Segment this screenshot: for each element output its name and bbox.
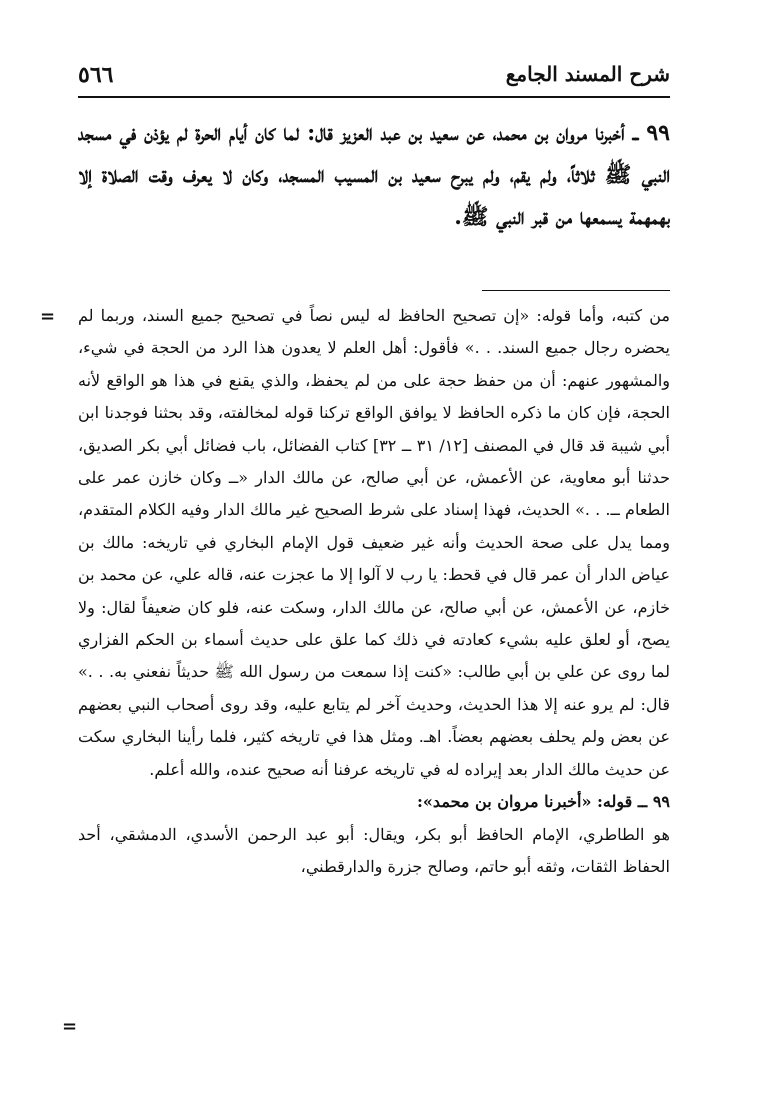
hadith-paragraph: ٩٩ ــ أخبرنا مروان بن محمد، عن سعيد بن عبد العزيز قال: لما كان أيام الحرة لم يؤذن في مسجد النبي ﷺ ثلاثاً، ولم يقم، ولم يبرح سعيد بن المسيب المسجد، وكان لا يعرف وقت الصلاة إلا بهمهمة يسمعها من قبر النبي ﷺ.	[78, 120, 670, 230]
footnote-divider	[482, 290, 670, 291]
footnote-continuation-mark: =	[40, 306, 56, 327]
page-number: ٥٦٦	[78, 62, 114, 88]
footnote-end-mark: =	[62, 1016, 78, 1037]
header-divider	[78, 96, 670, 98]
footnote-heading: ٩٩ ــ قوله: «أخبرنا مروان بن محمد»:	[417, 792, 670, 812]
footnotes	[78, 300, 670, 883]
footnote-paragraph-2: هو الطاطري، الإمام الحافظ أبو بكر، ويقال: أبو عبد الرحمن الأسدي، الدمشقي، أحد الحفاظ الثقات، وثقه أبو حاتم، وصالح جزرة والدارقطني،	[78, 824, 670, 876]
footnote-paragraph-1: من كتبه، وأما قوله: «إن تصحيح الحافظ له ليس نصاً في تصحيح جميع السند، وربما لم يحضره رجال جميع السند. . .» فأقول: أهل العلم لا يعدون هذا الرد من الحجة في شيء، والمشهور عنهم: أن من حفظ حجة على من لم يحفظ، والذي يقنع في هذا هو الواقع لأنه الحجة، فإن كان ما ذكره الحافظ لا يوافق الواقع تركنا قوله لمخالفته، وقد بحثنا فوجدنا ابن أبي شيبة قد قال في المصنف [١٢/ ٣١ ــ ٣٢] كتاب الفضائل، باب فضائل أبي بكر الصديق، حدثنا أبو معاوية، عن الأعمش، عن أبي صالح، عن مالك الدار «ــ وكان خازن عمر على الطعام ــ. . .» الحديث، فهذا إسناد على شرط الصحيح غير مالك الدار وفيه الكلام المتقدم، ومما يدل على صحة الحديث وأنه غير ضعيف قول الإمام البخاري في تاريخه: مالك بن عياض الدار أن عمر قال في قحط: يا رب لا آلوا إلا ما عجزت عنه، قاله علي، عن محمد بن خازم، عن الأعمش، عن أبي صالح، عن مالك الدار، وسكت عنه، فلو كان ضعيفاً لقال: ولا يصح، أو لعلق عليه بشيء كعادته في ذلك كما علق على حديث أسماء بن الحكم الفزاري لما روى عن علي بن أبي طالب: «كنت إذا سمعت من رسول الله ﷺ حديثاً نفعني به. . .» قال: لم يرو عنه إلا هذا الحديث، وحديث آخر لم يتابع عليه، وقد روى أصحاب النبي بعضهم عن بعض ولم يحلف بعضهم بعضاً. اهـ. ومثل هذا في تاريخه كثير، فلما رأينا البخاري سكت عن حديث مالك الدار بعد إيراده له في تاريخه عرفنا أنه صحيح عنده، والله أعلم.	[78, 306, 671, 779]
page-header	[78, 62, 670, 92]
running-title: شرح المسند الجامع	[505, 62, 670, 86]
main-text	[78, 112, 670, 238]
